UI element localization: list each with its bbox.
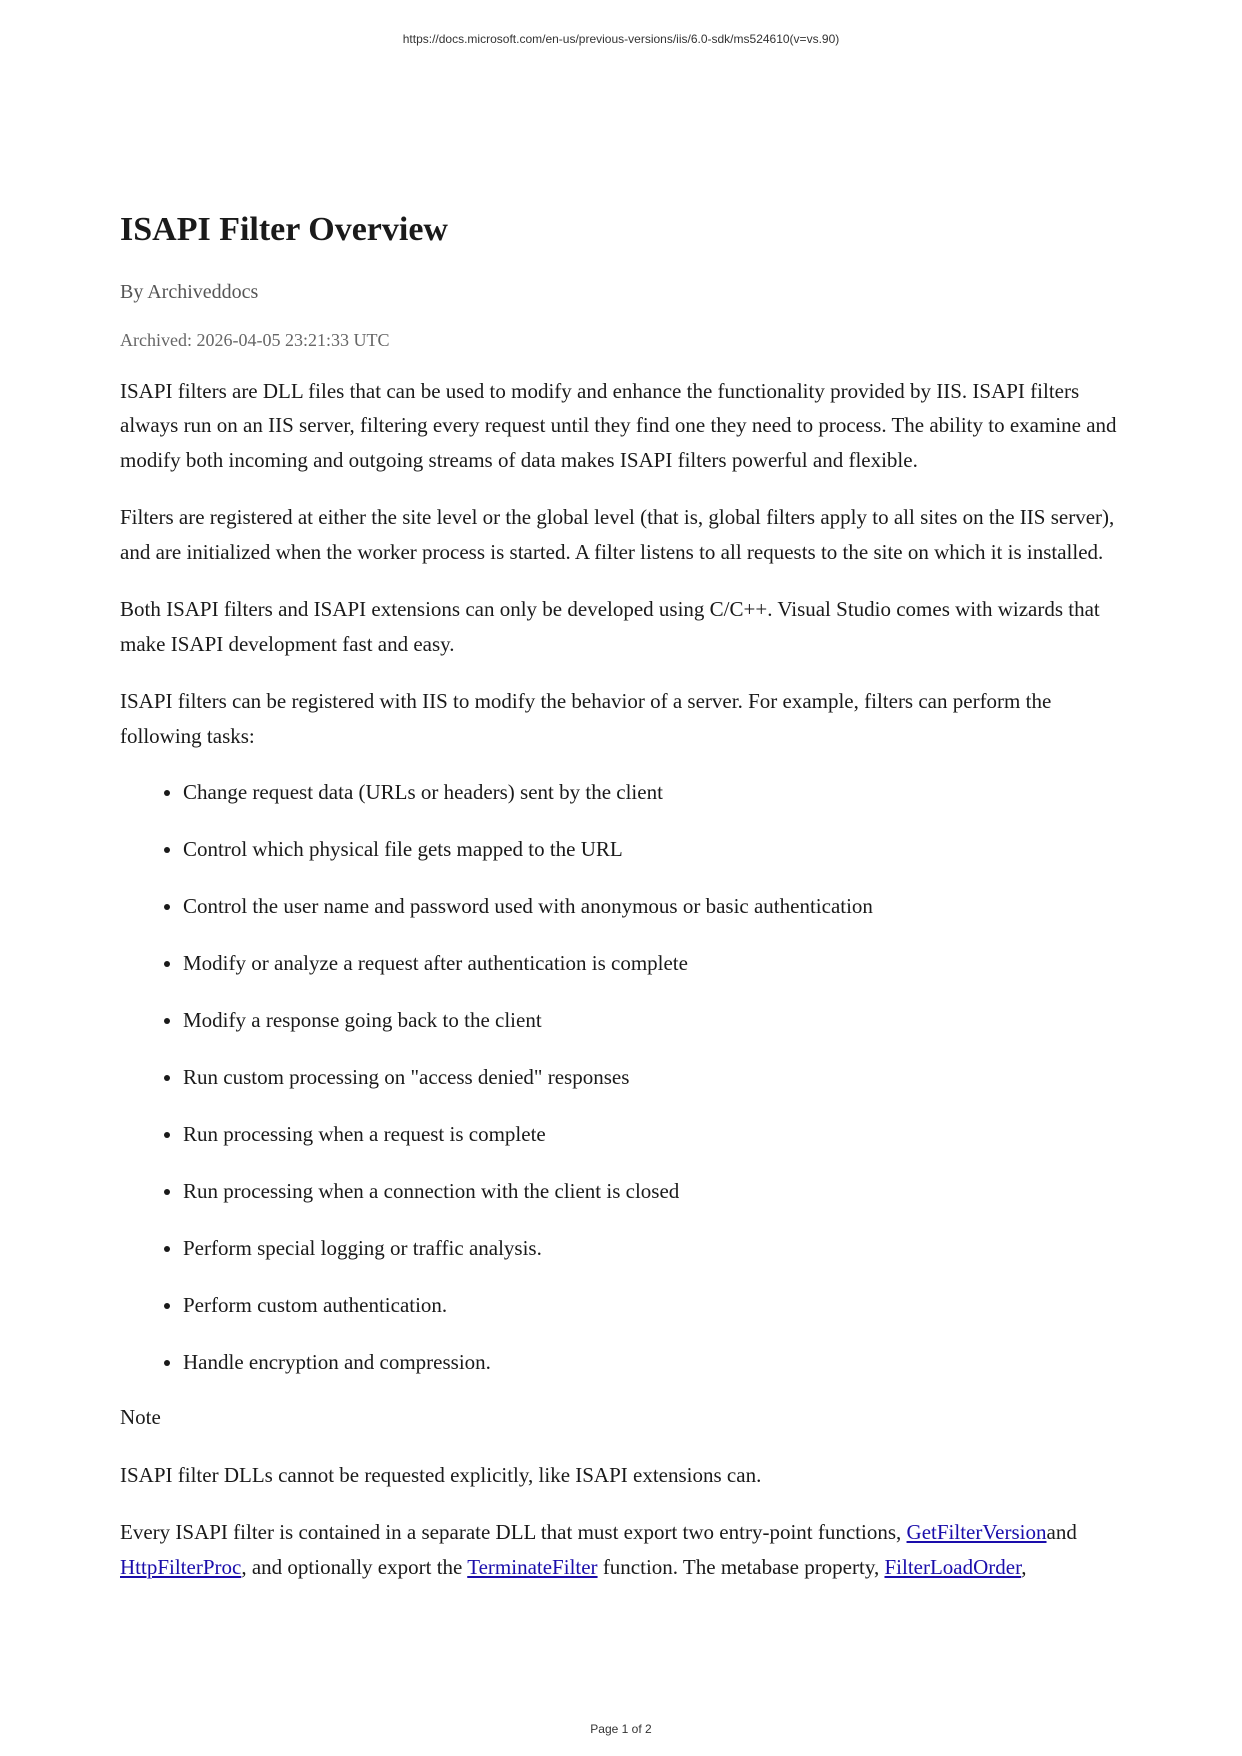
paragraph-registration: Filters are registered at either the site level or the global level (that is, global filters apply to all sites on the IIS server), and are initialized when the worker process is started. A filter listens to all requests to the site on which it is installed. — [120, 505, 1115, 564]
bullet-icon — [164, 1075, 170, 1081]
article — [120, 210, 1130, 1584]
list-item — [183, 832, 1130, 867]
list-item-text: Control the user name and password used with anonymous or basic authentication — [183, 894, 873, 919]
entry-points-text-1: Every ISAPI filter is contained in a separate DLL that must export two entry-point functions, — [120, 1520, 907, 1545]
list-item-text: Modify or analyze a request after authentication is complete — [183, 951, 688, 976]
list-item-text: Perform special logging or traffic analysis. — [183, 1236, 542, 1261]
paragraph-languages: Both ISAPI filters and ISAPI extensions can only be developed using C/C++. Visual Studio comes with wizards that make ISAPI development fast and easy. — [120, 597, 1100, 656]
bullet-icon — [164, 1018, 170, 1024]
bullet-icon — [164, 1189, 170, 1195]
list-item — [183, 1231, 1130, 1266]
list-item — [183, 946, 1130, 981]
byline: By Archiveddocs — [120, 280, 259, 303]
bullet-icon — [164, 1360, 170, 1366]
source-url: https://docs.microsoft.com/en-us/previous-versions/iis/6.0-sdk/ms524610(v=vs.90) — [402, 32, 840, 46]
list-item-text: Control which physical file gets mapped to the URL — [183, 837, 623, 862]
list-item-text: Handle encryption and compression. — [183, 1350, 491, 1375]
bullet-icon — [164, 904, 170, 910]
entry-points-text-4: function. The metabase property, — [597, 1554, 885, 1579]
paragraph-entry-points — [120, 1515, 1130, 1584]
note-text: ISAPI filter DLLs cannot be requested explicitly, like ISAPI extensions can. — [120, 1462, 762, 1487]
paragraph-intro: ISAPI filters are DLL files that can be used to modify and enhance the functionality provided by IIS. ISAPI filters always run on an IIS server, filtering every request until they find one they need to process. The ability to examine and modify both incoming and outgoing streams of data makes ISAPI filters powerful and flexible. — [120, 378, 1117, 472]
page-number: Page 1 of 2 — [590, 1722, 652, 1736]
note-label: Note — [120, 1405, 161, 1430]
list-item-text: Run processing when a connection with the client is closed — [183, 1179, 680, 1204]
list-item — [183, 1003, 1130, 1038]
list-item-text: Modify a response going back to the client — [183, 1008, 542, 1033]
link-terminatefilter[interactable]: TerminateFilter — [467, 1554, 598, 1579]
list-item-text: Perform custom authentication. — [183, 1293, 448, 1318]
paragraph-tasks-intro: ISAPI filters can be registered with IIS to modify the behavior of a server. For example, filters can perform the following tasks: — [120, 689, 1052, 748]
link-getfilterversion[interactable]: GetFilterVersion — [906, 1520, 1047, 1545]
entry-points-text-5: , — [1021, 1554, 1027, 1579]
list-item — [183, 1345, 1130, 1380]
link-httpfilterproc[interactable]: HttpFilterProc — [120, 1554, 242, 1579]
task-list — [120, 775, 1130, 1380]
list-item — [183, 775, 1130, 810]
list-item-text: Run processing when a request is complete — [183, 1122, 546, 1147]
list-item — [183, 1117, 1130, 1152]
bullet-icon — [164, 1132, 170, 1138]
bullet-icon — [164, 847, 170, 853]
entry-points-text-3: , and optionally export the — [241, 1554, 468, 1579]
archived-date: Archived: 2026-04-05 23:21:33 UTC — [120, 329, 390, 350]
bullet-icon — [164, 961, 170, 967]
bullet-icon — [164, 1303, 170, 1309]
page-title: ISAPI Filter Overview — [120, 211, 448, 248]
bullet-icon — [164, 1246, 170, 1252]
list-item-text: Change request data (URLs or headers) sent by the client — [183, 780, 663, 805]
link-filterloadorder[interactable]: FilterLoadOrder — [884, 1554, 1022, 1579]
bullet-icon — [164, 790, 170, 796]
list-item-text: Run custom processing on "access denied" responses — [183, 1065, 630, 1090]
entry-points-text-2: and — [1046, 1520, 1077, 1545]
list-item — [183, 889, 1130, 924]
list-item — [183, 1174, 1130, 1209]
list-item — [183, 1288, 1130, 1323]
list-item — [183, 1060, 1130, 1095]
